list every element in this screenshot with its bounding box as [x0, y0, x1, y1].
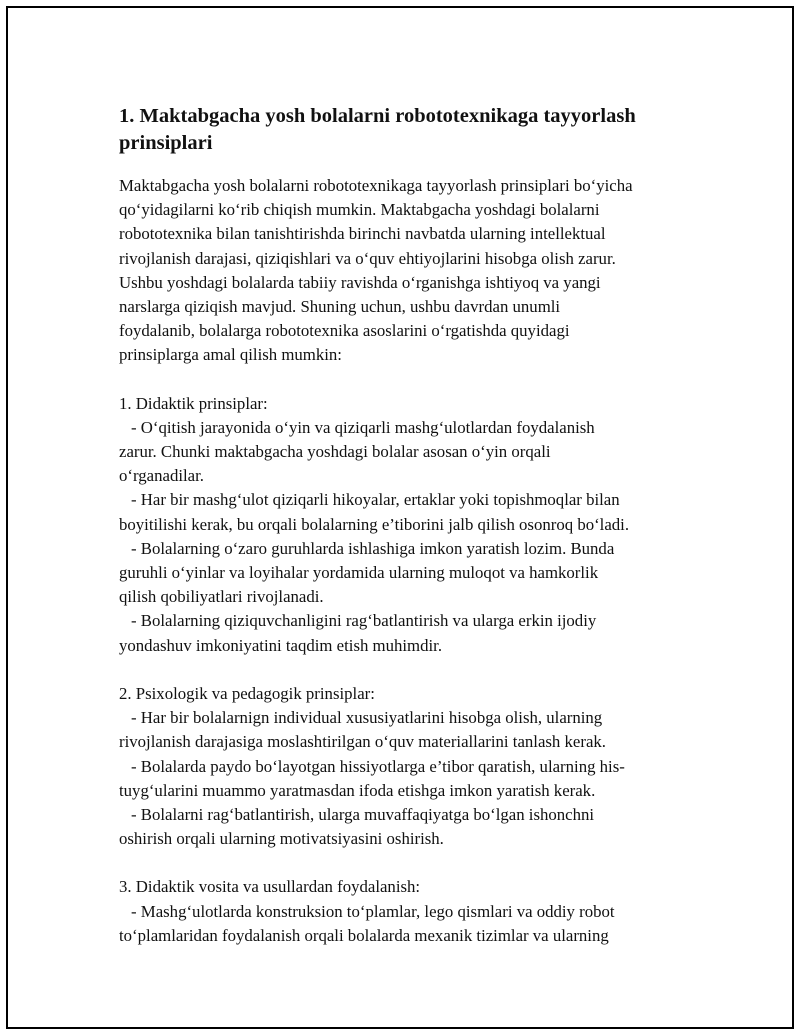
- section-heading: 1. Didaktik prinsiplar:: [119, 393, 268, 413]
- bullet-line: - Bolalarni rag‘batlantirish, ularga muvaffaqiyatga bo‘lgan ishonchni: [131, 804, 595, 824]
- section-psychological-pedagogical: [119, 682, 689, 851]
- bullet-line: - Bolalarning o‘zaro guruhlarda ishlashiga imkon yaratish lozim. Bunda: [131, 538, 615, 558]
- section-heading: 3. Didaktik vosita va usullardan foydalanish:: [119, 877, 421, 897]
- page-frame: [6, 6, 794, 1029]
- blank-line: [119, 368, 689, 392]
- paragraph-line: zarur. Chunki maktabgacha yoshdagi bolalar asosan o‘yin orqali: [119, 442, 551, 462]
- bullet-line: - Bolalarning qiziquvchanligini rag‘batlantirish va ularga erkin ijodiy: [131, 611, 597, 631]
- bullet-line: - Bolalarda paydo bo‘layotgan hissiyotlarga e’tibor qaratish, ularning his-: [131, 756, 625, 776]
- section-didactic-tools: [119, 875, 689, 948]
- bullet-line: - Har bir bolalarnign individual xususiyatlarini hisobga olish, ularning: [131, 708, 603, 728]
- blank-line: [119, 658, 689, 682]
- paragraph-line: foydalanib, bolalarga robototexnika asoslarini o‘rgatishda quyidagi: [119, 321, 570, 341]
- paragraph-line: rivojlanish darajasi, qiziqishlari va o‘quv ehtiyojlarini hisobga olish zarur.: [119, 248, 616, 268]
- paragraph-line: prinsiplarga amal qilish mumkin:: [119, 345, 342, 365]
- paragraph-line: o‘rganadilar.: [119, 466, 204, 486]
- paragraph-line: narslarga qiziqish mavjud. Shuning uchun, ushbu davrdan unumli: [119, 296, 561, 316]
- blank-line: [119, 851, 689, 875]
- paragraph-line: to‘plamlaridan foydalanish orqali bolalarda mexanik tizimlar va ularning: [119, 925, 609, 945]
- document-title: [119, 103, 689, 157]
- paragraph-line: boyitilishi kerak, bu orqali bolalarning e’tiborini jalb qilish osonroq bo‘ladi.: [119, 514, 630, 534]
- section-heading: 2. Psixologik va pedagogik prinsiplar:: [119, 683, 375, 703]
- paragraph-line: yondashuv imkoniyatini taqdim etish muhimdir.: [119, 635, 443, 655]
- paragraph-line: guruhli o‘yinlar va loyihalar yordamida ularning muloqot va hamkorlik: [119, 563, 599, 582]
- bullet-line: - Mashg‘ulotlarda konstruksion to‘plamlar, lego qismlari va oddiy robot: [131, 901, 615, 921]
- paragraph-line: qilish qobiliyatlari rivojlanadi.: [119, 587, 324, 607]
- title-line: 1. Maktabgacha yosh bolalarni robototexnikaga tayyorlash: [119, 105, 636, 127]
- bullet-line: - O‘qitish jarayonida o‘yin va qiziqarli mashg‘ulotlardan foydalanish: [131, 417, 595, 437]
- document-content: [119, 103, 689, 948]
- section-didactic-principles: [119, 392, 689, 658]
- paragraph-line: tuyg‘ularini muammo yaratmasdan ifoda etishga imkon yaratish kerak.: [119, 780, 596, 800]
- title-line: prinsiplari: [119, 132, 213, 154]
- bullet-line: - Har bir mashg‘ulot qiziqarli hikoyalar, ertaklar yoki topishmoqlar bilan: [131, 490, 620, 510]
- paragraph-line: oshirish orqali ularning motivatsiyasini oshirish.: [119, 829, 444, 849]
- paragraph-line: Maktabgacha yosh bolalarni robototexnikaga tayyorlash prinsiplari bo‘yicha: [119, 176, 633, 195]
- paragraph-line: Ushbu yoshdagi bolalarda tabiiy ravishda o‘rganishga ishtiyoq va yangi: [119, 272, 601, 292]
- paragraph-line: robototexnika bilan tanishtirishda birinchi navbatda ularning intellektual: [119, 224, 606, 244]
- paragraph-line: rivojlanish darajasiga moslashtirilgan o‘quv materiallarini tanlash kerak.: [119, 732, 606, 752]
- paragraph-line: qo‘yidagilarni ko‘rib chiqish mumkin. Maktabgacha yoshdagi bolalarni: [119, 200, 600, 220]
- intro-paragraph: [119, 174, 689, 368]
